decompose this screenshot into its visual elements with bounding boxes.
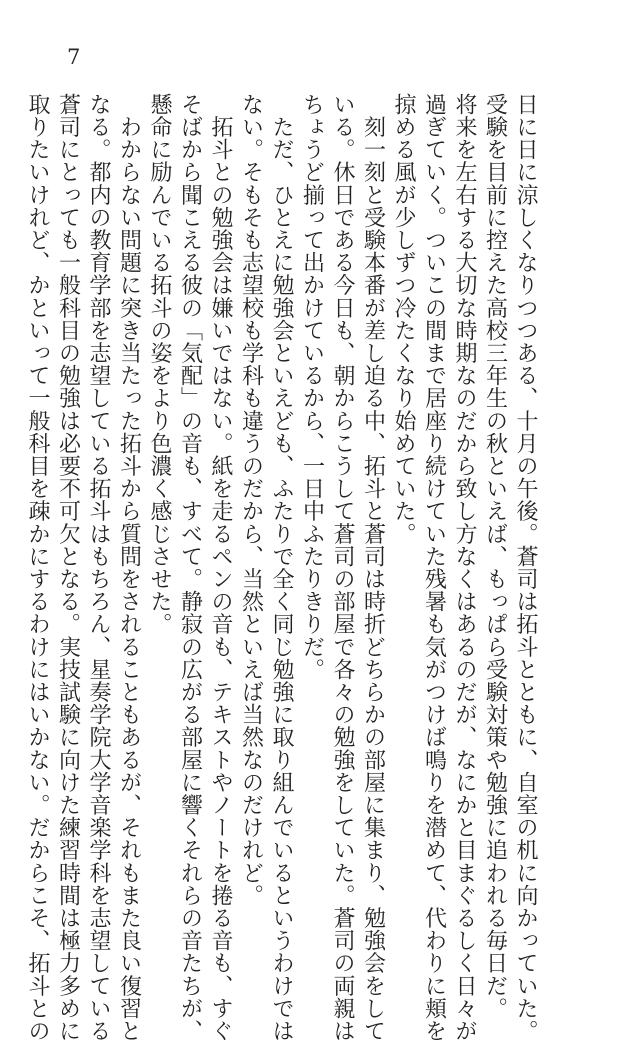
- text-line: 日に日に涼しくなりつつある、十月の午後。蒼司は拓斗とともに、自室の机に向かっていた。: [513, 93, 538, 1042]
- vertical-text-body: [22, 93, 541, 1042]
- text-line: ちょうど揃って出かけているから、一日中ふたりきりだ。: [299, 93, 325, 681]
- page-number: 7: [67, 45, 81, 69]
- text-line: 刻一刻と受験本番が差し迫る中、拓斗と蒼司は時折どちらかの部屋に集まり、勉強会をして: [360, 93, 386, 1042]
- text-line: 掠める風が少しずつ冷たくなり始めていた。: [391, 93, 416, 545]
- text-line: ただ、ひとえに勉強会といえども、ふたりで全く同じ勉強に取り組んでいるというわけでは: [269, 93, 294, 1042]
- text-line: いる。休日である今日も、朝からこうして蒼司の部屋で各々の勉強をしていた。蒼司の両親は: [330, 93, 355, 1042]
- text-line: 受験を目前に控えた高校三年生の秋といえば、もっぱら受験対策や勉強に追われる毎日だ。: [482, 93, 508, 1020]
- text-line: そばから聞こえる彼の「気配」の音も、すべて。静寂の広がる部屋に響くそれらの音たちが、: [177, 93, 203, 1042]
- text-line: 懸命に励んでいる拓斗の姿をより色濃く感じさせた。: [147, 93, 172, 636]
- text-line: 蒼司にとっても一般科目の勉強は必要不可欠となる。実技試験に向けた練習時間は極力多めに: [55, 93, 81, 1042]
- text-line: ない。そもそも志望校も学科も違うのだから、当然といえば当然なのだけれど。: [238, 93, 264, 907]
- text-line: 拓斗との勉強会は嫌いではない。紙を走るペンの音も、テキストやノートを捲る音も、すぐ: [208, 93, 233, 1042]
- text-line: わからない問題に突き当たった拓斗から質問をされることもあるが、それもまた良い復習と: [116, 93, 142, 1042]
- text-line: 過ぎていく。ついこの間まで居座り続けていた残暑も気がつけば鳴りを潜めて、代わりに頬を: [421, 93, 447, 1042]
- text-line: 取りたいけれど、かといって一般科目を疎かにするわけにはいかない。だからこそ、拓斗との: [25, 93, 50, 1042]
- text-line: 将来を左右する大切な時期なのだから致し方なくはあるのだが、なにかと目まぐるしく日々が: [452, 93, 477, 1042]
- text-line: なる。都内の教育学部を志望している拓斗はもちろん、星奏学院大学音楽学科を志望している: [86, 93, 111, 1042]
